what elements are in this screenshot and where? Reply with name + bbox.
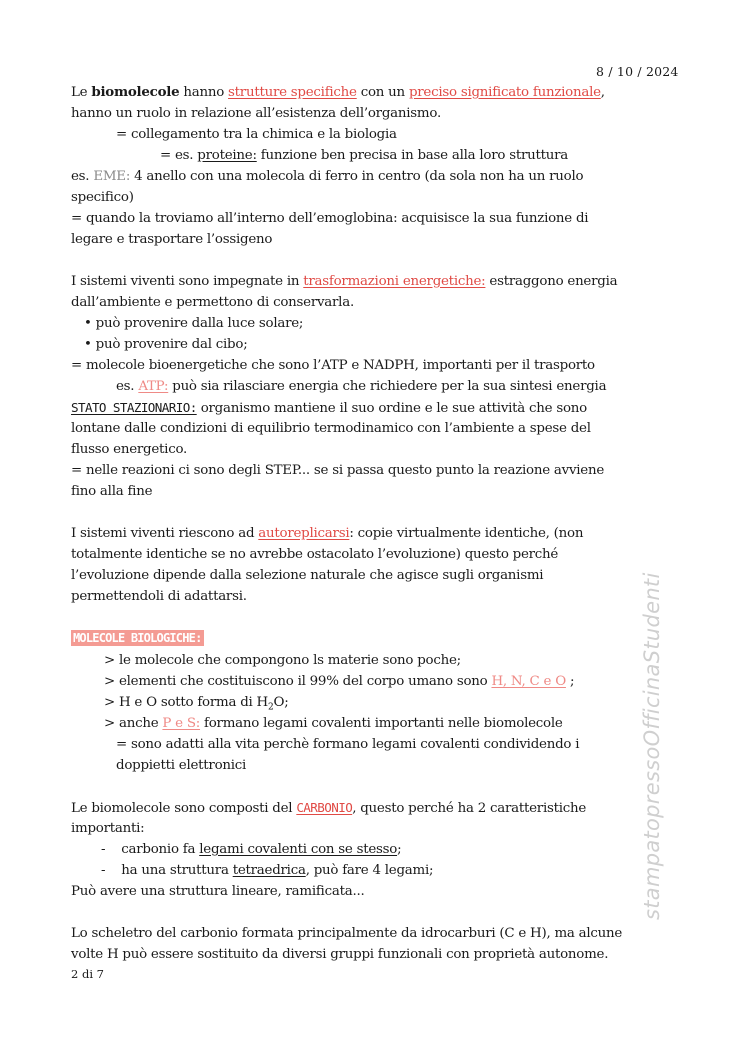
dash: -: [101, 863, 106, 878]
subscript: 2: [268, 702, 274, 713]
text: carbonio fa: [121, 842, 200, 857]
text: ;: [565, 674, 575, 689]
highlight-strutture-specifiche: strutture specifiche: [228, 85, 357, 100]
heading-molecole-biologiche: MOLECOLE BIOLOGICHE:: [73, 631, 202, 645]
p5-line-2: importanti:: [71, 821, 145, 836]
term-atp: ATP:: [138, 379, 169, 394]
text: = es.: [160, 148, 198, 163]
underlined-legami-covalenti: legami covalenti con se stesso: [199, 842, 398, 857]
p5-dash-2: [101, 860, 433, 881]
p4-line-4: [104, 713, 563, 734]
p2-line-2: dall’ambiente e permettono di conservarla.: [71, 295, 354, 310]
text: : copie virtualmente identiche, (non: [349, 526, 584, 541]
text: , questo perché ha 2 caratteristiche: [352, 801, 587, 816]
text: estraggono energia: [485, 274, 618, 289]
p2-line-6: [116, 376, 606, 397]
p2-bullet-2: • può provenire dal cibo;: [84, 337, 248, 352]
p3-line-1: [71, 523, 583, 544]
text: può sia rilasciare energia che richiedere per la sua sintesi energia: [168, 379, 607, 394]
highlight-significato-funzionale: preciso significato funzionale: [408, 85, 601, 100]
p3-line-2: totalmente identiche se no avrebbe ostacolato l’evoluzione) questo perché: [71, 547, 559, 562]
p2-line-10: = nelle reazioni ci sono degli STEP... se si passa questo punto la reazione avviene: [71, 463, 605, 478]
text: es.: [71, 169, 94, 184]
p6-line-1: Lo scheletro del carbonio formata principalmente da idrocarburi (C e H), ma alcune: [71, 926, 623, 941]
p1-line-3: = collegamento tra la chimica e la biologia: [116, 127, 397, 142]
text: Le: [71, 85, 92, 100]
term-p-e-s: P e S:: [162, 716, 201, 731]
term-stato-stazionario: STATO STAZIONARIO:: [71, 400, 197, 415]
p1-line-4: [160, 145, 568, 166]
text: ,: [600, 85, 605, 100]
text: 4 anello con una molecola di ferro in centro (da sola non ha un ruolo: [130, 169, 584, 184]
highlight-autoreplicarsi: autoreplicarsi: [258, 526, 350, 541]
p3-line-4: permettendoli di adattarsi.: [71, 589, 247, 604]
p1-line-5: [71, 166, 583, 187]
p2-line-11: fino alla fine: [71, 484, 153, 499]
p2-line-1: [71, 271, 617, 292]
p2-line-9: flusso energetico.: [71, 442, 188, 457]
underlined-tetraedrica: tetraedrica: [232, 863, 306, 878]
section-heading: [71, 628, 204, 649]
p5-line-1: [71, 797, 586, 819]
date: 8 / 10 / 2024: [596, 64, 679, 79]
text: ;: [397, 842, 402, 857]
term-eme: EME:: [93, 169, 131, 184]
page-number: 2 di 7: [71, 967, 104, 981]
text: I sistemi viventi riescono ad: [71, 526, 259, 541]
text: hanno: [179, 85, 229, 100]
p2-line-7: [71, 397, 587, 419]
p2-line-8: lontane dalle condizioni di equilibrio termodinamico con l’ambiente a spese del: [71, 421, 591, 436]
p1-line-7: = quando la troviamo all’interno dell’emoglobina: acquisisce la sua funzione di: [71, 211, 589, 226]
p1-line-2: hanno un ruolo in relazione all’esistenza dell’organismo.: [71, 106, 441, 121]
watermark: stampatopressoOfficinaStudenti: [640, 572, 664, 920]
text: > H e O sotto forma di H: [104, 695, 268, 710]
p5-line-5: Può avere una struttura lineare, ramificata...: [71, 884, 365, 899]
p1-line-1: [71, 82, 605, 103]
text: > anche: [104, 716, 163, 731]
text: funzione ben precisa in base alla loro struttura: [256, 148, 568, 163]
keyword-biomolecole: biomolecole: [91, 84, 180, 100]
p5-dash-1: [101, 839, 401, 860]
text: formano legami covalenti importanti nelle biomolecole: [200, 716, 563, 731]
dash: -: [101, 842, 106, 857]
term-hnco: H, N, C e O: [491, 674, 566, 689]
text: I sistemi viventi sono impegnate in: [71, 274, 304, 289]
text: organismo mantiene il suo ordine e le sue attività che sono: [196, 401, 587, 416]
p2-line-5: = molecole bioenergetiche che sono l’ATP e NADPH, importanti per il trasporto: [71, 358, 595, 373]
p4-line-5: = sono adatti alla vita perchè formano legami covalenti condividendo i: [116, 737, 580, 752]
p2-bullet-1: • può provenire dalla luce solare;: [84, 316, 304, 331]
highlight-trasformazioni-energetiche: trasformazioni energetiche:: [303, 274, 486, 289]
text: O;: [273, 695, 289, 710]
p4-line-6: doppietti elettronici: [116, 758, 247, 773]
p1-line-6: specifico): [71, 190, 134, 205]
text: es.: [116, 379, 139, 394]
p4-line-2: [104, 671, 574, 692]
p6-line-2: volte H può essere sostituito da diversi gruppi funzionali con proprietà autonome.: [71, 947, 609, 962]
underlined-proteine: proteine:: [197, 148, 257, 163]
text: con un: [356, 85, 409, 100]
p4-line-1: > le molecole che compongono ls materie sono poche;: [104, 653, 461, 668]
text: ha una struttura: [121, 863, 233, 878]
text: > elementi che costituiscono il 99% del corpo umano sono: [104, 674, 492, 689]
text: , può fare 4 legami;: [305, 863, 434, 878]
term-carbonio: CARBONIO: [296, 800, 353, 815]
text: Le biomolecole sono composti del: [71, 801, 297, 816]
p1-line-8: legare e trasportare l’ossigeno: [71, 232, 273, 247]
p3-line-3: l’evoluzione dipende dalla selezione naturale che agisce sugli organismi: [71, 568, 544, 583]
